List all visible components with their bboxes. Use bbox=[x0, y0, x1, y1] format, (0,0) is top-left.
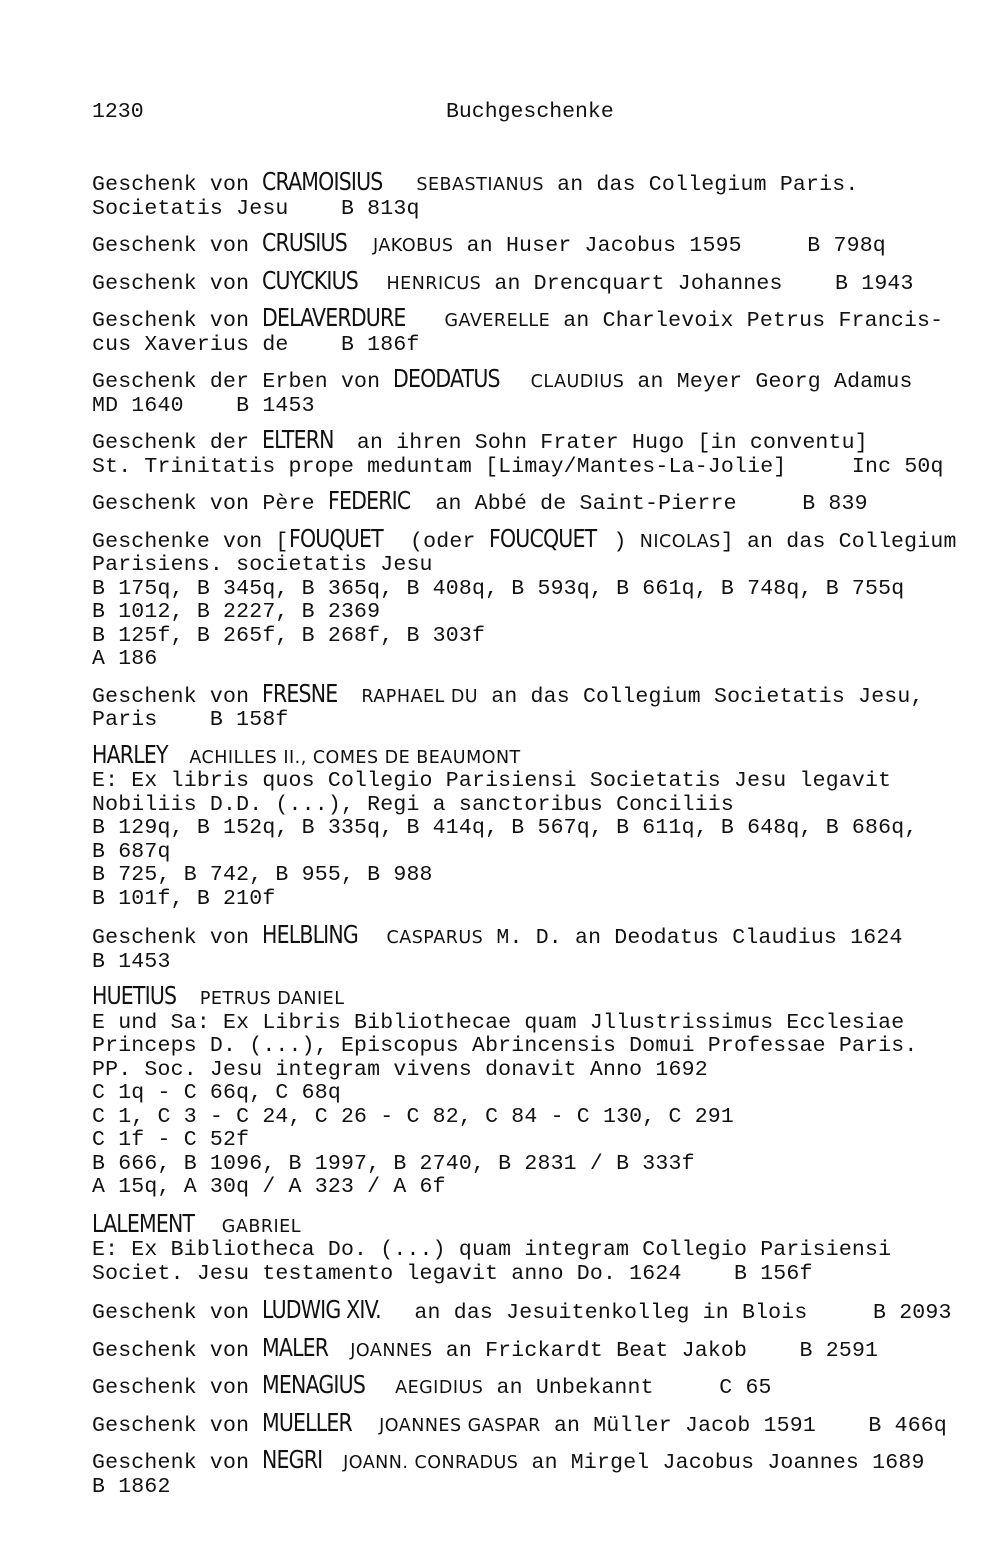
entry-line: Parisiens. societatis Jesu bbox=[92, 553, 433, 577]
entry bbox=[92, 920, 972, 974]
donor-surname: ELTERN bbox=[262, 425, 335, 454]
entry-first-line bbox=[92, 265, 972, 297]
donor-surname: HUETIUS bbox=[92, 981, 177, 1010]
entry-prefix: Geschenk von bbox=[92, 926, 263, 950]
donor-surname: MENAGIUS bbox=[262, 1370, 366, 1399]
entry-recipient: an Müller Jacob 1591 B 466q bbox=[540, 1413, 948, 1438]
donor-forename: NICOLAS bbox=[639, 531, 721, 552]
entry-prefix: Geschenk von bbox=[92, 1338, 263, 1363]
donor-surname: DEODATUS bbox=[393, 364, 501, 393]
entry-recipient: an Mirgel Jacobus Joannes 1689 bbox=[518, 1451, 925, 1475]
donor-forename: CASPARUS bbox=[386, 928, 484, 948]
entry-line: Societatis Jesu B 813q bbox=[92, 196, 420, 221]
entry bbox=[92, 364, 972, 418]
entry-line: B 666, B 1096, B 1997, B 2740, B 2831 / B 333f bbox=[92, 1151, 695, 1176]
entry-prefix: Geschenk von Père bbox=[92, 492, 328, 516]
donor-surname-variant: FOUCQUET bbox=[488, 523, 596, 553]
entry-line: A 186 bbox=[92, 647, 158, 671]
donor-forename: JAKOBUS bbox=[372, 236, 454, 256]
entry-list bbox=[92, 167, 972, 1511]
entry-first-line bbox=[92, 1407, 972, 1439]
entry-text: ) bbox=[613, 529, 640, 554]
donor-surname: FEDERIC bbox=[327, 486, 411, 515]
entry-prefix: Geschenk von bbox=[92, 684, 263, 709]
donor-surname: HARLEY bbox=[92, 739, 168, 769]
donor-surname: NEGRI bbox=[262, 1445, 323, 1474]
entry bbox=[92, 167, 972, 221]
entry-first-line bbox=[92, 303, 972, 334]
donor-surname: DELAVERDURE bbox=[262, 303, 406, 332]
donor-surname: HELBLING bbox=[262, 920, 359, 949]
entry-line: PP. Soc. Jesu integram vivens donavit Anno 1692 bbox=[92, 1057, 708, 1082]
entry-line: B 125f, B 265f, B 268f, B 303f bbox=[92, 623, 486, 648]
entry-recipient: an Unbekannt C 65 bbox=[483, 1376, 772, 1400]
entry-prefix: Geschenk von bbox=[92, 1451, 263, 1475]
entry-line: E: Ex Bibliotheca Do. (...) quam integram Collegio Parisiensi bbox=[92, 1238, 892, 1262]
entry bbox=[92, 981, 972, 1200]
entry bbox=[92, 425, 972, 479]
donor-forename: PETRUS DANIEL bbox=[199, 989, 345, 1009]
entry-first-line bbox=[92, 739, 972, 771]
entry-prefix: Geschenk von bbox=[92, 1301, 263, 1325]
entry-line: Nobiliis D.D. (...), Regi a sanctoribus Conciliis bbox=[92, 792, 735, 817]
entry-prefix: Geschenk der bbox=[92, 431, 263, 455]
entry-prefix: Geschenk von bbox=[92, 234, 263, 258]
entry-first-line bbox=[92, 981, 972, 1012]
entry-first-line bbox=[92, 1332, 972, 1364]
donor-forename: HENRICUS bbox=[386, 273, 482, 294]
donor-surname: MUELLER bbox=[262, 1407, 353, 1437]
donor-surname: LALEMENT bbox=[92, 1208, 195, 1238]
entry-recipient: ] an das Collegium bbox=[720, 529, 957, 554]
entry-line: MD 1640 B 1453 bbox=[92, 393, 315, 418]
entry bbox=[92, 1208, 972, 1287]
entry-prefix: Geschenk von bbox=[92, 271, 263, 296]
donor-surname: CRUSIUS bbox=[262, 228, 348, 257]
entry-recipient: an das Collegium Societatis Jesu, bbox=[478, 684, 924, 709]
entry bbox=[92, 523, 972, 672]
entry-recipient: an ihren Sohn Frater Hugo [in conventu] bbox=[343, 431, 868, 455]
entry-prefix: Geschenk von bbox=[92, 1413, 263, 1438]
entry-prefix: Geschenke von [ bbox=[92, 529, 289, 554]
donor-forename: GAVERELLE bbox=[444, 311, 551, 331]
entry-line: C 1, C 3 - C 24, C 26 - C 82, C 84 - C 130, C 291 bbox=[92, 1104, 735, 1129]
entry-first-line bbox=[92, 1445, 972, 1476]
entry-prefix: Geschenk von bbox=[92, 1376, 263, 1400]
entry-first-line bbox=[92, 1208, 972, 1240]
entry-line: cus Xaverius de B 186f bbox=[92, 332, 420, 357]
entry bbox=[92, 678, 972, 733]
entry-line: Princeps D. (...), Episcopus Abrincensis Domui Professae Paris. bbox=[92, 1034, 918, 1058]
donor-forename: ACHILLES II., COMES DE BEAUMONT bbox=[189, 747, 521, 768]
donor-surname: MALER bbox=[262, 1332, 329, 1362]
entry-line: E: Ex libris quos Collegio Parisiensi Societatis Jesu legavit bbox=[92, 769, 892, 793]
entry-recipient: an das Collegium Paris. bbox=[543, 173, 859, 197]
entry-line: B 687q bbox=[92, 839, 171, 864]
entry-line: B 1862 bbox=[92, 1474, 171, 1499]
entry-line: Paris B 158f bbox=[92, 708, 289, 732]
entry-recipient: an Drencquart Johannes B 1943 bbox=[481, 271, 914, 296]
donor-surname: CRAMOISIUS bbox=[262, 167, 383, 196]
entry bbox=[92, 739, 972, 912]
entry-line: C 1q - C 66q, C 68q bbox=[92, 1081, 341, 1105]
donor-forename: CLAUDIUS bbox=[530, 372, 625, 392]
entry-recipient: an das Jesuitenkolleg in Blois B 2093 bbox=[401, 1301, 952, 1325]
entry-line: B 175q, B 345q, B 365q, B 408q, B 593q, B 661q, B 748q, B 755q bbox=[92, 576, 905, 601]
running-title: Buchgeschenke bbox=[446, 100, 614, 124]
entry bbox=[92, 303, 972, 357]
entry-line: B 725, B 742, B 955, B 988 bbox=[92, 863, 433, 887]
entry-first-line bbox=[92, 920, 972, 951]
donor-forename: JOANNES bbox=[350, 1340, 433, 1361]
entry-line: C 1f - C 52f bbox=[92, 1128, 250, 1152]
page-number: 1230 bbox=[92, 100, 144, 124]
entry-first-line bbox=[92, 364, 972, 395]
entry-line: Societ. Jesu testamento legavit anno Do. 1624 B 156f bbox=[92, 1261, 813, 1286]
donor-forename: JOANN. CONRADUS bbox=[343, 1453, 519, 1473]
entry-prefix: Geschenk der Erben von bbox=[92, 370, 394, 394]
entry-recipient: M. D. an Deodatus Claudius 1624 bbox=[483, 926, 903, 950]
donor-forename: RAPHAEL DU bbox=[361, 686, 479, 707]
entry-first-line bbox=[92, 228, 972, 259]
entry-line: B 1012, B 2227, B 2369 bbox=[92, 600, 381, 624]
entry-recipient: an Huser Jacobus 1595 B 798q bbox=[453, 234, 886, 258]
entry bbox=[92, 228, 972, 259]
entry-recipient: (oder bbox=[396, 529, 489, 554]
entry bbox=[92, 1445, 972, 1499]
entry-first-line bbox=[92, 1370, 972, 1401]
entry-first-line bbox=[92, 523, 972, 555]
entry-line: A 15q, A 30q / A 323 / A 6f bbox=[92, 1175, 446, 1199]
donor-forename: SEBASTIANUS bbox=[416, 175, 544, 195]
entry-prefix: Geschenk von bbox=[92, 309, 263, 333]
entry bbox=[92, 1407, 972, 1439]
entry bbox=[92, 1370, 972, 1401]
donor-surname: FRESNE bbox=[262, 678, 338, 708]
entry-first-line bbox=[92, 425, 972, 456]
donor-surname: LUDWIG XIV. bbox=[262, 1295, 382, 1324]
donor-forename: JOANNES GASPAR bbox=[379, 1415, 541, 1436]
entry-first-line bbox=[92, 1295, 972, 1326]
entry bbox=[92, 486, 972, 517]
entry bbox=[92, 1295, 972, 1326]
entry-line: B 1453 bbox=[92, 949, 171, 974]
donor-surname: FOUQUET bbox=[288, 523, 383, 553]
entry-recipient: an Abbé de Saint-Pierre B 839 bbox=[422, 492, 868, 516]
donor-forename: GABRIEL bbox=[221, 1216, 301, 1237]
entry-line: B 101f, B 210f bbox=[92, 886, 276, 911]
entry-prefix: Geschenk von bbox=[92, 173, 263, 197]
donor-surname: CUYCKIUS bbox=[262, 265, 359, 295]
entry-line: E und Sa: Ex Libris Bibliothecae quam Jllustrissimus Ecclesiae bbox=[92, 1010, 905, 1035]
entry bbox=[92, 265, 972, 297]
entry-first-line bbox=[92, 486, 972, 517]
entry-recipient: an Meyer Georg Adamus bbox=[624, 370, 913, 394]
donor-forename: AEGIDIUS bbox=[395, 1378, 484, 1398]
entry-recipient: an Frickardt Beat Jakob B 2591 bbox=[432, 1338, 879, 1363]
entry-first-line bbox=[92, 167, 972, 198]
entry-line: St. Trinitatis prope meduntam [Limay/Mantes-La-Jolie] Inc 50q bbox=[92, 454, 944, 479]
entry-recipient: an Charlevoix Petrus Francis- bbox=[550, 309, 944, 333]
entry-line: B 129q, B 152q, B 335q, B 414q, B 567q, B 611q, B 648q, B 686q, bbox=[92, 816, 918, 840]
entry bbox=[92, 1332, 972, 1364]
entry-first-line bbox=[92, 678, 972, 710]
